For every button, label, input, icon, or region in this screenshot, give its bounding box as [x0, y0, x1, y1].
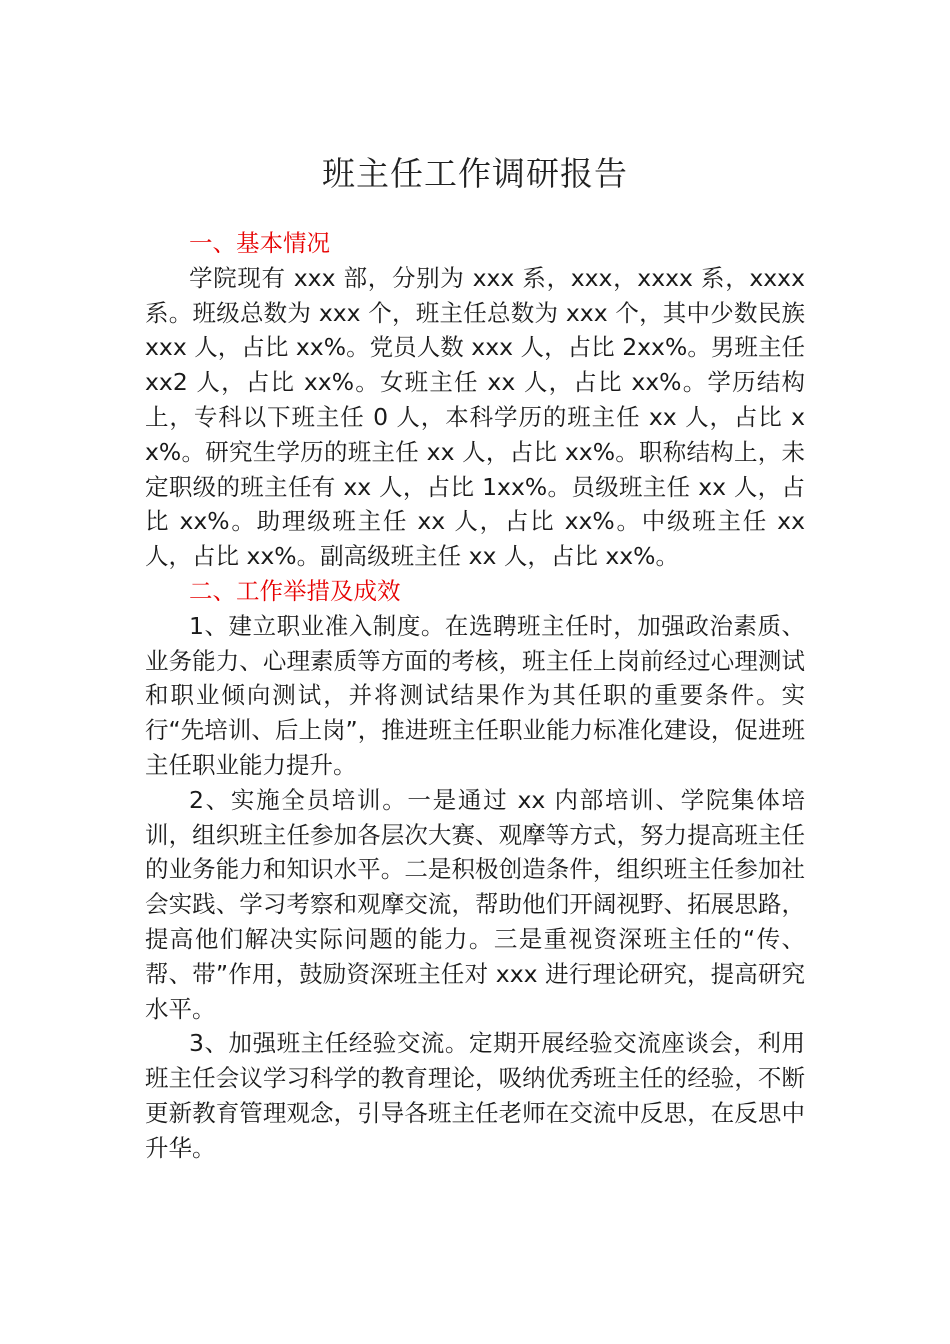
paragraph-basic-info: 学院现有 xxx 部，分别为 xxx 系，xxx，xxxx 系，xxxx 系。班级总数为 xxx 个，班主任总数为 xxx 个，其中少数民族 xxx 人，占比 xx%。党员人数 xxx 人，占比 2xx%。男班主任 xx2 人，占比 xx%。女班主任 xx 人，占比 xx%。学历结构上，专科以下班主任 0 人，本科学历的班主任 xx 人，占比 xx%。研究生学历的班主任 xx 人，占比 xx%。职称结构上，未定职级的班主任有 xx 人，占比 1xx%。员级班主任 xx 人，占比 xx%。助理级班主任 xx 人，占比 xx%。中级班主任 xx 人，占比 xx%。副高级班主任 xx 人，占比 xx%。 — [145, 263, 805, 571]
section-heading-measures: 二、工作举措及成效 — [189, 576, 401, 605]
document-title: 班主任工作调研报告 — [322, 154, 628, 193]
document-body — [145, 226, 805, 1166]
section-heading-basic-info: 一、基本情况 — [189, 229, 330, 257]
paragraph-measure-3: 3、加强班主任经验交流。定期开展经验交流座谈会，利用班主任会议学习科学的教育理论，吸纳优秀班主任的经验，不断更新教育管理观念，引导各班主任老师在交流中反思，在反思中升华。 — [145, 1029, 805, 1162]
paragraph-measure-2: 2、实施全员培训。一是通过 xx 内部培训、学院集体培训，组织班主任参加各层次大赛、观摩等方式，努力提高班主任的业务能力和知识水平。二是积极创造条件，组织班主任参加社会实践、学习考察和观摩交流，帮助他们开阔视野、拓展思路，提高他们解决实际问题的能力。三是重视资深班主任的“传、帮、带”作用，鼓励资深班主任对 xxx 进行理论研究，提高研究水平。 — [145, 785, 805, 1023]
paragraph-measure-1: 1、建立职业准入制度。在选聘班主任时，加强政治素质、业务能力、心理素质等方面的考核，班主任上岗前经过心理测试和职业倾向测试，并将测试结果作为其任职的重要条件。实行“先培训、后上岗”，推进班主任职业能力标准化建设，促进班主任职业能力提升。 — [145, 611, 805, 779]
